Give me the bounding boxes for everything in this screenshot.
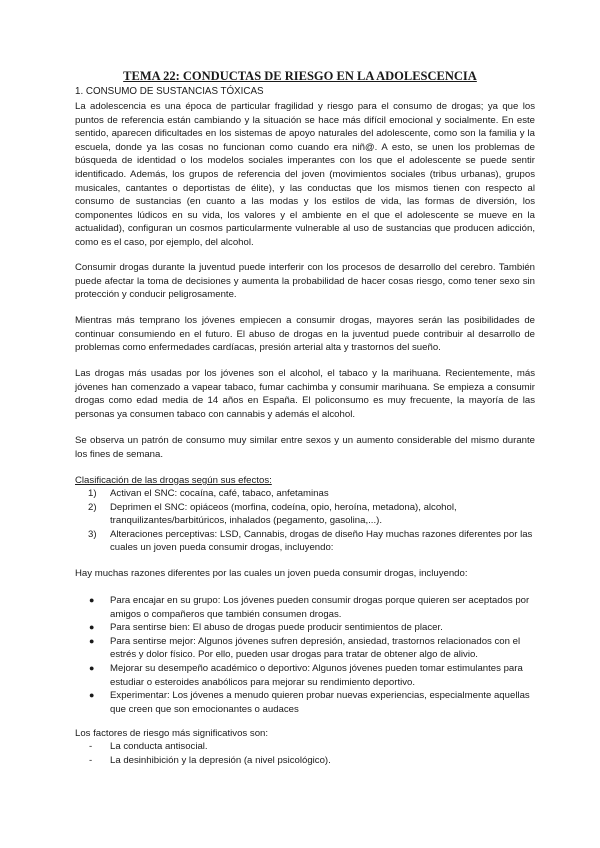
paragraph-early-use: Mientras más temprano los jóvenes empiecen a consumir drogas, mayores serán las posibilidades de continuar consumiendo en el futuro. El abuso de drogas en la juventud puede contribuir al desarrollo de problemas como enfermedades cardíacas, presión arterial alta y trastornos del sueño.: [75, 315, 535, 354]
list-number: 1): [88, 488, 97, 499]
list-item: [75, 662, 535, 689]
list-item: [75, 635, 535, 662]
list-item: [75, 528, 535, 555]
bullet-icon: ●: [89, 662, 95, 673]
dash-icon: -: [89, 741, 93, 752]
list-number: 2): [88, 501, 97, 513]
section-heading: 1. CONSUMO DE SUSTANCIAS TÓXICAS: [75, 86, 264, 97]
risk-factors-intro: Los factores de riesgo más significativos son:: [75, 728, 269, 739]
reasons-list: [75, 594, 535, 716]
paragraph-consumption-pattern: Se observa un patrón de consumo muy similar entre sexos y un aumento considerable del mismo durante los fines de semana.: [75, 435, 535, 460]
list-item-text: Para sentirse bien: El abuso de drogas puede producir sentimientos de placer.: [110, 622, 443, 634]
list-item-text: Alteraciones perceptivas: LSD, Cannabis, drogas de diseño Hay muchas razones diferentes por las cuales un joven pueda consumir drogas, incluyendo:: [110, 528, 533, 554]
page-title: TEMA 22: CONDUCTAS DE RIESGO EN LA ADOLESCENCIA: [123, 69, 477, 83]
list-item-text: La desinhibición y la depresión (a nivel psicológico).: [110, 754, 331, 766]
list-item-text: Para encajar en su grupo: Los jóvenes pueden consumir drogas porque quieren ser aceptados por amigos o compañeros que también consumen drogas.: [110, 595, 530, 620]
bullet-icon: ●: [89, 622, 95, 633]
list-item: [75, 487, 535, 501]
list-item: [75, 594, 535, 621]
list-item-text: Deprimen el SNC: opiáceos (morfina, codeína, opio, heroína, metadona), alcohol, tranquilizantes/barbitúricos, inhalados (pegamento, gasolina,...).: [110, 501, 457, 527]
reasons-intro: Hay muchas razones diferentes por las cuales un joven pueda consumir drogas, incluyendo:: [75, 568, 468, 579]
classification-list: [75, 487, 535, 555]
list-item: [75, 740, 535, 754]
list-item-text: Para sentirse mejor: Algunos jóvenes sufren depresión, ansiedad, trastornos relacionados con el estrés y dolor físico. Por ello, pueden usar drogas para tratar de obtener algo de alivio.: [110, 635, 521, 661]
paragraph-common-drugs: Las drogas más usadas por los jóvenes son el alcohol, el tabaco y la marihuana. Recientemente, más jóvenes han comenzado a vapear tabaco, fumar cachimba y consumir marihuana. Se empieza a consumir drogas como edad media de 14 años en España. El policonsumo es muy frecuente, la mayoría de las personas ya consumen tabaco con cannabis y además el alcohol.: [75, 368, 535, 420]
bullet-icon: ●: [89, 595, 95, 605]
classification-heading: Clasificación de las drogas según sus efectos:: [75, 475, 272, 486]
list-item: [75, 501, 535, 528]
list-item-text: Experimentar: Los jóvenes a menudo quieren probar nuevas experiencias, especialmente aquellas que creen que son emocionantes o audaces: [110, 690, 530, 715]
paragraph-adolescence: La adolescencia es una época de particular fragilidad y riesgo para el consumo de drogas; ya que los puntos de referencia están cambiando y la situación se hace más difícil emocional y socialmente. En este sentido, aparecen dificultades en los sistemas de apoyo naturales del adolescente, como son la familia y la escuela, donde ya las cosas no funcionan como cuando era niñ@. A esto, se unen los problemas de búsqueda de identidad o los modelos sociales imperantes con los que el adolescente se puede sentir identificado. Además, los grupos de referencia del joven (movimientos sociales (tribus urbanas), grupos musicales, cantantes o deportistas de élite), y las conductas que los mismos tienen con respecto al consumo de sustancias (en cuanto a las modas y los estilos de vida, las formas de diversión, los componentes lúdicos en su vida, los valores y el ambiente en el que el adolescente se mueve en la actualidad), configuran un cosmos particularmente vulnerable al uso de sustancias que producen adicción, como es el caso, por ejemplo, del alcohol.: [75, 101, 535, 248]
bullet-icon: ●: [89, 690, 95, 701]
list-item: [75, 689, 535, 716]
list-item-text: Activan el SNC: cocaína, café, tabaco, anfetaminas: [110, 488, 329, 499]
list-item-text: Mejorar su desempeño académico o deportivo: Algunos jóvenes pueden tomar estimulantes para estudiar o esteroides anabólicos para mejorar su rendimiento deportivo.: [110, 662, 523, 688]
list-number: 3): [88, 528, 97, 540]
dash-icon: -: [89, 754, 93, 766]
list-item-text: La conducta antisocial.: [110, 741, 208, 752]
list-item: [75, 754, 535, 768]
risk-factors-list: [75, 740, 535, 767]
list-item: [75, 621, 535, 635]
bullet-icon: ●: [89, 635, 95, 646]
paragraph-brain-development: Consumir drogas durante la juventud puede interferir con los procesos de desarrollo del cerebro. También puede afectar la toma de decisiones y aumenta la probabilidad de hacer cosas riesgo, como tener sexo sin protección y conducir peligrosamente.: [75, 262, 535, 301]
